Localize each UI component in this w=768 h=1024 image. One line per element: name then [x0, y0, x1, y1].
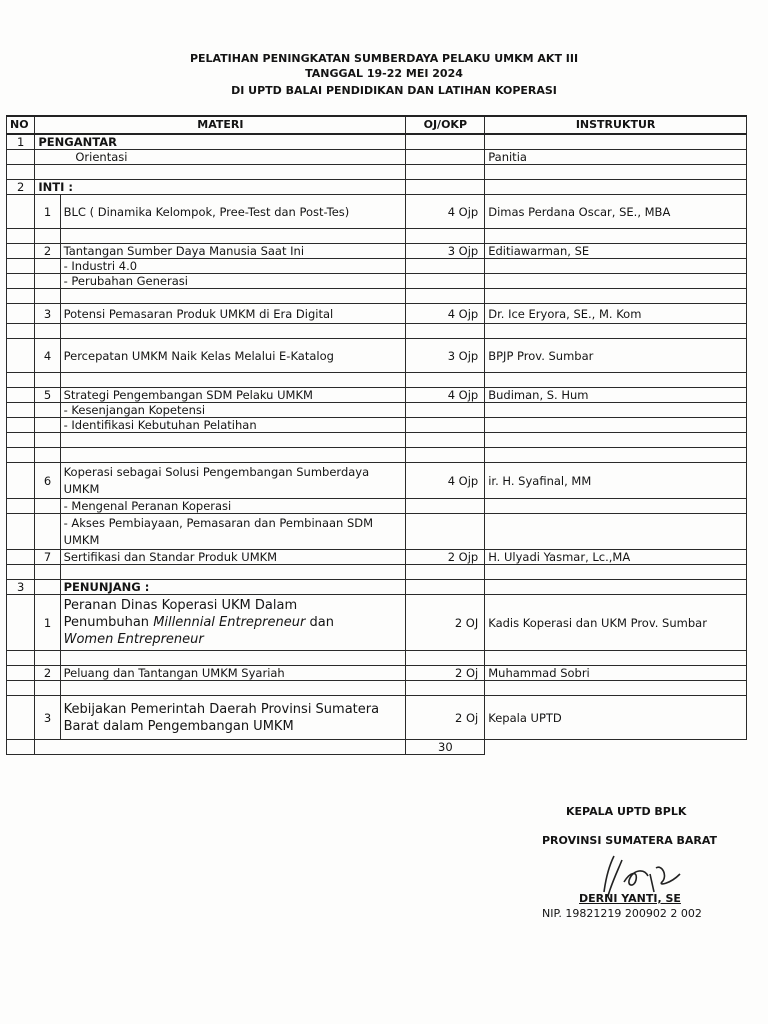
item-no: 7 [35, 550, 60, 565]
item-no: 2 [35, 244, 60, 259]
signatory-province: PROVINSI SUMATERA BARAT [542, 834, 718, 847]
item-no: 4 [35, 339, 60, 373]
table-row [7, 595, 747, 651]
item-oj: 3 Ojp [406, 244, 485, 259]
doc-date: TANGGAL 19-22 MEI 2024 [305, 67, 463, 80]
item-materi: Peluang dan Tantangan UMKM Syariah [60, 666, 406, 681]
table-row [7, 514, 747, 550]
item-no: 6 [35, 463, 60, 499]
materi-line: Penumbuhan [63, 615, 154, 630]
table-row [7, 134, 747, 150]
item-materi: Orientasi [35, 150, 406, 165]
item-materi: Koperasi sebagai Solusi Pengembangan Sumberdaya UMKM [60, 463, 406, 499]
item-materi: Potensi Pemasaran Produk UMKM di Era Digital [60, 304, 406, 324]
item-instruktur: Dr. Ice Eryora, SE., M. Kom [485, 304, 747, 324]
table-row [7, 274, 747, 289]
item-materi: Tantangan Sumber Daya Manusia Saat Ini [60, 244, 406, 259]
col-header-instruktur: INSTRUKTUR [485, 116, 747, 134]
item-no: 2 [35, 666, 60, 681]
section-title: INTI : [35, 180, 406, 195]
item-sub: - Mengenal Peranan Koperasi [60, 499, 406, 514]
schedule-table [6, 115, 747, 755]
materi-italic: Women Entrepreneur [63, 632, 204, 647]
col-header-oj: OJ/OKP [406, 116, 485, 134]
item-materi [60, 595, 406, 651]
col-header-no: NO [7, 116, 35, 134]
item-instruktur: ir. H. Syafinal, MM [485, 463, 747, 499]
item-instruktur: BPJP Prov. Sumbar [485, 339, 747, 373]
item-materi: Strategi Pengembangan SDM Pelaku UMKM [60, 388, 406, 403]
item-oj: 2 Ojp [406, 550, 485, 565]
signatory-name: DERNI YANTI, SE [579, 892, 681, 905]
table-row [7, 666, 747, 681]
item-instruktur: Editiawarman, SE [485, 244, 747, 259]
total-row [7, 740, 747, 755]
item-oj: 3 Ojp [406, 339, 485, 373]
item-no: 1 [35, 595, 60, 651]
item-instruktur: Budiman, S. Hum [485, 388, 747, 403]
item-no: 3 [35, 696, 60, 740]
section-no: 1 [7, 134, 35, 150]
item-oj: 4 Ojp [406, 195, 485, 229]
item-oj: 2 Oj [406, 666, 485, 681]
item-no: 5 [35, 388, 60, 403]
item-materi: Sertifikasi dan Standar Produk UMKM [60, 550, 406, 565]
item-oj: 4 Ojp [406, 388, 485, 403]
materi-italic: Millennial Entrepreneur [153, 615, 306, 630]
table-row [7, 580, 747, 595]
total-oj: 30 [406, 740, 485, 755]
item-instruktur: Dimas Perdana Oscar, SE., MBA [485, 195, 747, 229]
table-row [7, 550, 747, 565]
section-title: PENUNJANG : [60, 580, 406, 595]
signatory-nip: NIP. 19821219 200902 2 002 [542, 907, 702, 920]
item-oj: 2 OJ [406, 595, 485, 651]
materi-line: dan [305, 615, 334, 630]
item-sub: - Identifikasi Kebutuhan Pelatihan [60, 418, 406, 433]
item-instruktur: Kepala UPTD [485, 696, 747, 740]
doc-venue: DI UPTD BALAI PENDIDIKAN DAN LATIHAN KOPERASI [231, 84, 557, 97]
table-row [7, 463, 747, 499]
item-sub: - Kesenjangan Kopetensi [60, 403, 406, 418]
table-row [7, 304, 747, 324]
item-sub: - Perubahan Generasi [60, 274, 406, 289]
table-row [7, 388, 747, 403]
item-instruktur: Panitia [485, 150, 747, 165]
item-materi: Kebijakan Pemerintah Daerah Provinsi Sumatera Barat dalam Pengembangan UMKM [60, 696, 406, 740]
table-row [7, 259, 747, 274]
col-header-materi: MATERI [35, 116, 406, 134]
table-header-row [7, 116, 747, 134]
item-oj: 4 Ojp [406, 304, 485, 324]
item-oj: 4 Ojp [406, 463, 485, 499]
section-no: 2 [7, 180, 35, 195]
table-row [7, 696, 747, 740]
item-no: 1 [35, 195, 60, 229]
item-sub: - Akses Pembiayaan, Pemasaran dan Pembinaan SDM UMKM [60, 514, 406, 550]
materi-line: Peranan Dinas Koperasi UKM Dalam [63, 598, 298, 613]
item-instruktur: H. Ulyadi Yasmar, Lc.,MA [485, 550, 747, 565]
item-no: 3 [35, 304, 60, 324]
item-instruktur: Kadis Koperasi dan UKM Prov. Sumbar [485, 595, 747, 651]
item-materi: BLC ( Dinamika Kelompok, Pree-Test dan Post-Tes) [60, 195, 406, 229]
section-title: PENGANTAR [35, 134, 406, 150]
item-oj: 2 Oj [406, 696, 485, 740]
item-materi: Percepatan UMKM Naik Kelas Melalui E-Katalog [60, 339, 406, 373]
table-row [7, 499, 747, 514]
table-row [7, 403, 747, 418]
item-instruktur: Muhammad Sobri [485, 666, 747, 681]
table-row [7, 195, 747, 229]
doc-title: PELATIHAN PENINGKATAN SUMBERDAYA PELAKU UMKM AKT III [189, 52, 579, 65]
table-row [7, 244, 747, 259]
table-row [7, 339, 747, 373]
table-row [7, 418, 747, 433]
signatory-title: KEPALA UPTD BPLK [566, 805, 687, 818]
table-row [7, 180, 747, 195]
table-row [7, 150, 747, 165]
item-sub: - Industri 4.0 [60, 259, 406, 274]
section-no: 3 [7, 580, 35, 595]
